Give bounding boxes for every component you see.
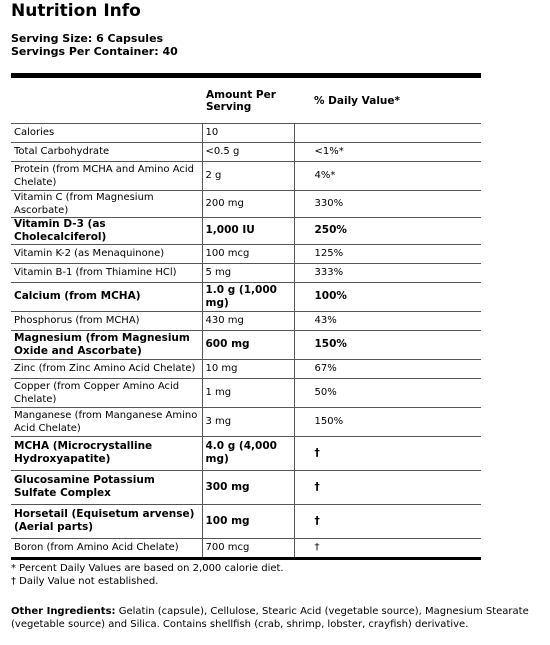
serving-info — [11, 32, 178, 58]
nutrient-name: Vitamin K-2 (as Menaquinone) — [11, 244, 202, 263]
nutrient-amount: 100 mcg — [202, 244, 294, 263]
nutrient-amount: 200 mg — [202, 190, 294, 217]
nutrient-amount: 100 mg — [202, 504, 294, 538]
table-row — [11, 190, 481, 217]
nutrient-name: Vitamin C (from Magnesium Ascorbate) — [11, 190, 202, 217]
table-row — [11, 282, 481, 311]
table-row — [11, 244, 481, 263]
table-row — [11, 504, 481, 538]
nutrient-amount: 300 mg — [202, 470, 294, 504]
nutrient-name: Protein (from MCHA and Amino Acid Chelate) — [11, 161, 202, 190]
nutrient-name: Calcium (from MCHA) — [11, 282, 202, 311]
nutrient-name: Phosphorus (from MCHA) — [11, 311, 202, 330]
nutrient-amount: 1,000 IU — [202, 217, 294, 244]
nutrient-daily-value: 43% — [294, 311, 481, 330]
nutrient-daily-value: 100% — [294, 282, 481, 311]
nutrition-table — [11, 79, 481, 557]
other-ingredients-text: Gelatin (capsule), Cellulose, Stearic Acid (vegetable source), Magnesium Stearate (vegetable source) and Silica. Contains shellfish (crab, shrimp, lobster, crayfish) derivative. — [11, 606, 529, 630]
nutrient-name: Magnesium (from Magnesium Oxide and Ascorbate) — [11, 330, 202, 359]
table-row — [11, 123, 481, 142]
nutrient-daily-value: 150% — [294, 330, 481, 359]
nutrient-amount: 1.0 g (1,000 mg) — [202, 282, 294, 311]
bottom-divider — [11, 557, 481, 560]
nutrient-amount: 700 mcg — [202, 538, 294, 557]
table-row — [11, 142, 481, 161]
nutrient-amount: 5 mg — [202, 263, 294, 282]
nutrient-daily-value: † — [294, 504, 481, 538]
nutrient-daily-value: 150% — [294, 407, 481, 436]
nutrient-name: Glucosamine Potassium Sulfate Complex — [11, 470, 202, 504]
table-row — [11, 161, 481, 190]
nutrition-table-wrap — [11, 79, 481, 557]
header-amount: Amount Per Serving — [206, 88, 276, 113]
nutrient-amount: 10 — [202, 123, 294, 142]
nutrient-daily-value: 4%* — [294, 161, 481, 190]
nutrient-amount: 1 mg — [202, 378, 294, 407]
servings-per-container: Servings Per Container: 40 — [11, 45, 178, 58]
table-row — [11, 217, 481, 244]
table-row — [11, 538, 481, 557]
table-row — [11, 263, 481, 282]
nutrient-daily-value: 67% — [294, 359, 481, 378]
nutrient-daily-value: † — [294, 538, 481, 557]
nutrient-daily-value — [294, 123, 481, 142]
nutrient-name: Horsetail (Equisetum arvense) (Aerial parts) — [11, 504, 202, 538]
table-row — [11, 330, 481, 359]
serving-size: Serving Size: 6 Capsules — [11, 32, 164, 45]
nutrient-amount: 600 mg — [202, 330, 294, 359]
nutrient-name: Vitamin D-3 (as Cholecalciferol) — [11, 217, 202, 244]
nutrient-daily-value: 50% — [294, 378, 481, 407]
other-ingredients-label: Other Ingredients: — [11, 606, 116, 617]
nutrient-name: Calories — [11, 123, 202, 142]
nutrient-daily-value: 333% — [294, 263, 481, 282]
table-row — [11, 470, 481, 504]
nutrient-daily-value: † — [294, 470, 481, 504]
nutrient-daily-value: † — [294, 436, 481, 470]
nutrient-name: Total Carbohydrate — [11, 142, 202, 161]
footnote-percent: * Percent Daily Values are based on 2,000 calorie diet. — [11, 563, 284, 574]
other-ingredients — [11, 605, 541, 631]
nutrient-name: Vitamin B-1 (from Thiamine HCl) — [11, 263, 202, 282]
header-daily-value: % Daily Value* — [314, 94, 400, 107]
table-row — [11, 436, 481, 470]
nutrient-amount: <0.5 g — [202, 142, 294, 161]
footnote-dagger: † Daily Value not established. — [11, 576, 159, 587]
footnotes — [11, 562, 284, 588]
nutrient-daily-value: 330% — [294, 190, 481, 217]
table-body — [11, 123, 481, 557]
header-nutrient — [11, 79, 202, 123]
nutrient-name: Boron (from Amino Acid Chelate) — [11, 538, 202, 557]
nutrient-amount: 3 mg — [202, 407, 294, 436]
table-row — [11, 407, 481, 436]
nutrient-name: Copper (from Copper Amino Acid Chelate) — [11, 378, 202, 407]
nutrient-amount: 10 mg — [202, 359, 294, 378]
nutrient-amount: 430 mg — [202, 311, 294, 330]
nutrient-name: MCHA (Microcrystalline Hydroxyapatite) — [11, 436, 202, 470]
table-header-row — [11, 79, 481, 123]
nutrient-name: Manganese (from Manganese Amino Acid Chelate) — [11, 407, 202, 436]
page-title: Nutrition Info — [11, 1, 141, 21]
nutrient-daily-value: 250% — [294, 217, 481, 244]
nutrient-name: Zinc (from Zinc Amino Acid Chelate) — [11, 359, 202, 378]
table-row — [11, 378, 481, 407]
table-row — [11, 359, 481, 378]
nutrient-daily-value: 125% — [294, 244, 481, 263]
top-divider — [11, 73, 481, 78]
table-row — [11, 311, 481, 330]
nutrient-daily-value: <1%* — [294, 142, 481, 161]
nutrient-amount: 4.0 g (4,000 mg) — [202, 436, 294, 470]
nutrient-amount: 2 g — [202, 161, 294, 190]
